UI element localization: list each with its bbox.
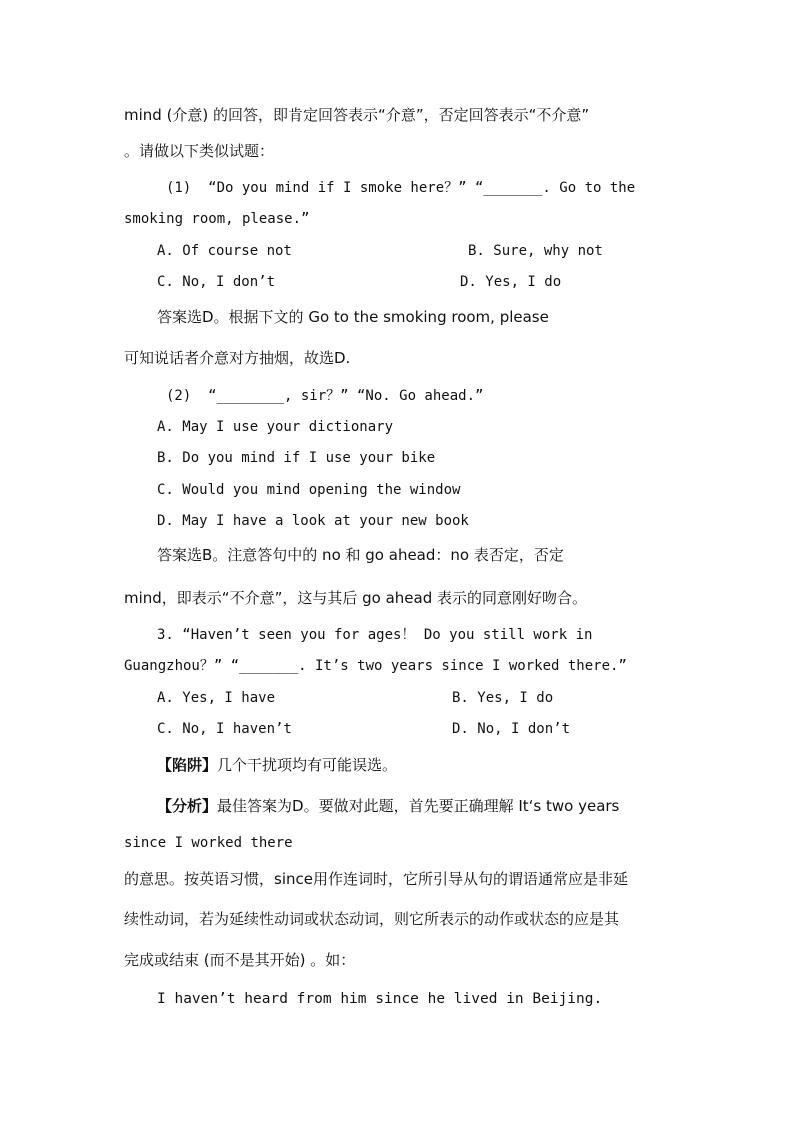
question-1-option-d: D. Yes, I do bbox=[460, 274, 562, 290]
question-3-stem-cont: Guangzhou？” “_______. It’s two years since I worked there.” bbox=[124, 658, 627, 674]
question-1-option-b: B. Sure, why not bbox=[468, 243, 603, 259]
question-2-option-c: C. Would you mind opening the window bbox=[157, 482, 461, 498]
analysis-line: 的意思。按英语习惯，since用作连词时，它所引导从句的谓语通常应是非延 bbox=[124, 870, 628, 888]
question-1-option-c: C. No, I don’t bbox=[157, 274, 276, 290]
example-sentence: I haven’t heard from him since he lived in Beijing. bbox=[157, 991, 603, 1007]
question-2-stem: (2) “________, sir？” “No. Go ahead.” bbox=[166, 388, 484, 404]
analysis-note bbox=[157, 797, 619, 815]
analysis-tag: 【分析】 bbox=[157, 797, 218, 815]
question-2-option-b: B. Do you mind if I use your bike bbox=[157, 450, 436, 466]
question-1-answer: 答案选D。根据下文的 Go to the smoking room, please bbox=[157, 308, 549, 326]
question-2-answer-cont: mind，即表示“不介意”，这与其后 go ahead 表示的同意刚好吻合。 bbox=[124, 589, 587, 607]
question-1-option-a: A. Of course not bbox=[157, 243, 292, 259]
paragraph-line: mind (介意) 的回答，即肯定回答表示“介意”，否定回答表示“不介意” bbox=[124, 106, 590, 124]
question-1-answer-cont: 可知说话者介意对方抽烟，故选D. bbox=[124, 349, 351, 367]
trap-tag: 【陷阱】 bbox=[157, 756, 218, 774]
question-3-option-d: D. No, I don’t bbox=[452, 721, 571, 737]
question-3-stem: 3. “Haven’t seen you for ages！ Do you still work in bbox=[157, 627, 593, 643]
question-1-stem: (1) “Do you mind if I smoke here？” “_______. Go to the bbox=[166, 180, 636, 196]
question-2-option-d: D. May I have a look at your new book bbox=[157, 513, 469, 529]
analysis-line: 完成或结束 (而不是其开始) 。如： bbox=[124, 951, 356, 969]
analysis-text: 最佳答案为D。要做对此题，首先要正确理解 It‘s two years bbox=[217, 797, 620, 815]
question-2-answer: 答案选B。注意答句中的 no 和 go ahead：no 表否定，否定 bbox=[157, 546, 564, 564]
analysis-line: since I worked there bbox=[124, 835, 293, 851]
question-2-option-a: A. May I use your dictionary bbox=[157, 419, 394, 435]
question-3-option-c: C. No, I haven’t bbox=[157, 721, 292, 737]
question-3-option-b: B. Yes, I do bbox=[452, 690, 554, 706]
question-3-option-a: A. Yes, I have bbox=[157, 690, 276, 706]
analysis-line: 续性动词，若为延续性动词或状态动词，则它所表示的动作或状态的应是其 bbox=[124, 910, 620, 928]
trap-note bbox=[157, 756, 397, 774]
paragraph-line: 。请做以下类似试题： bbox=[124, 142, 275, 160]
trap-text: 几个干扰项均有可能误选。 bbox=[217, 756, 398, 774]
question-1-stem-cont: smoking room, please.” bbox=[124, 211, 310, 227]
